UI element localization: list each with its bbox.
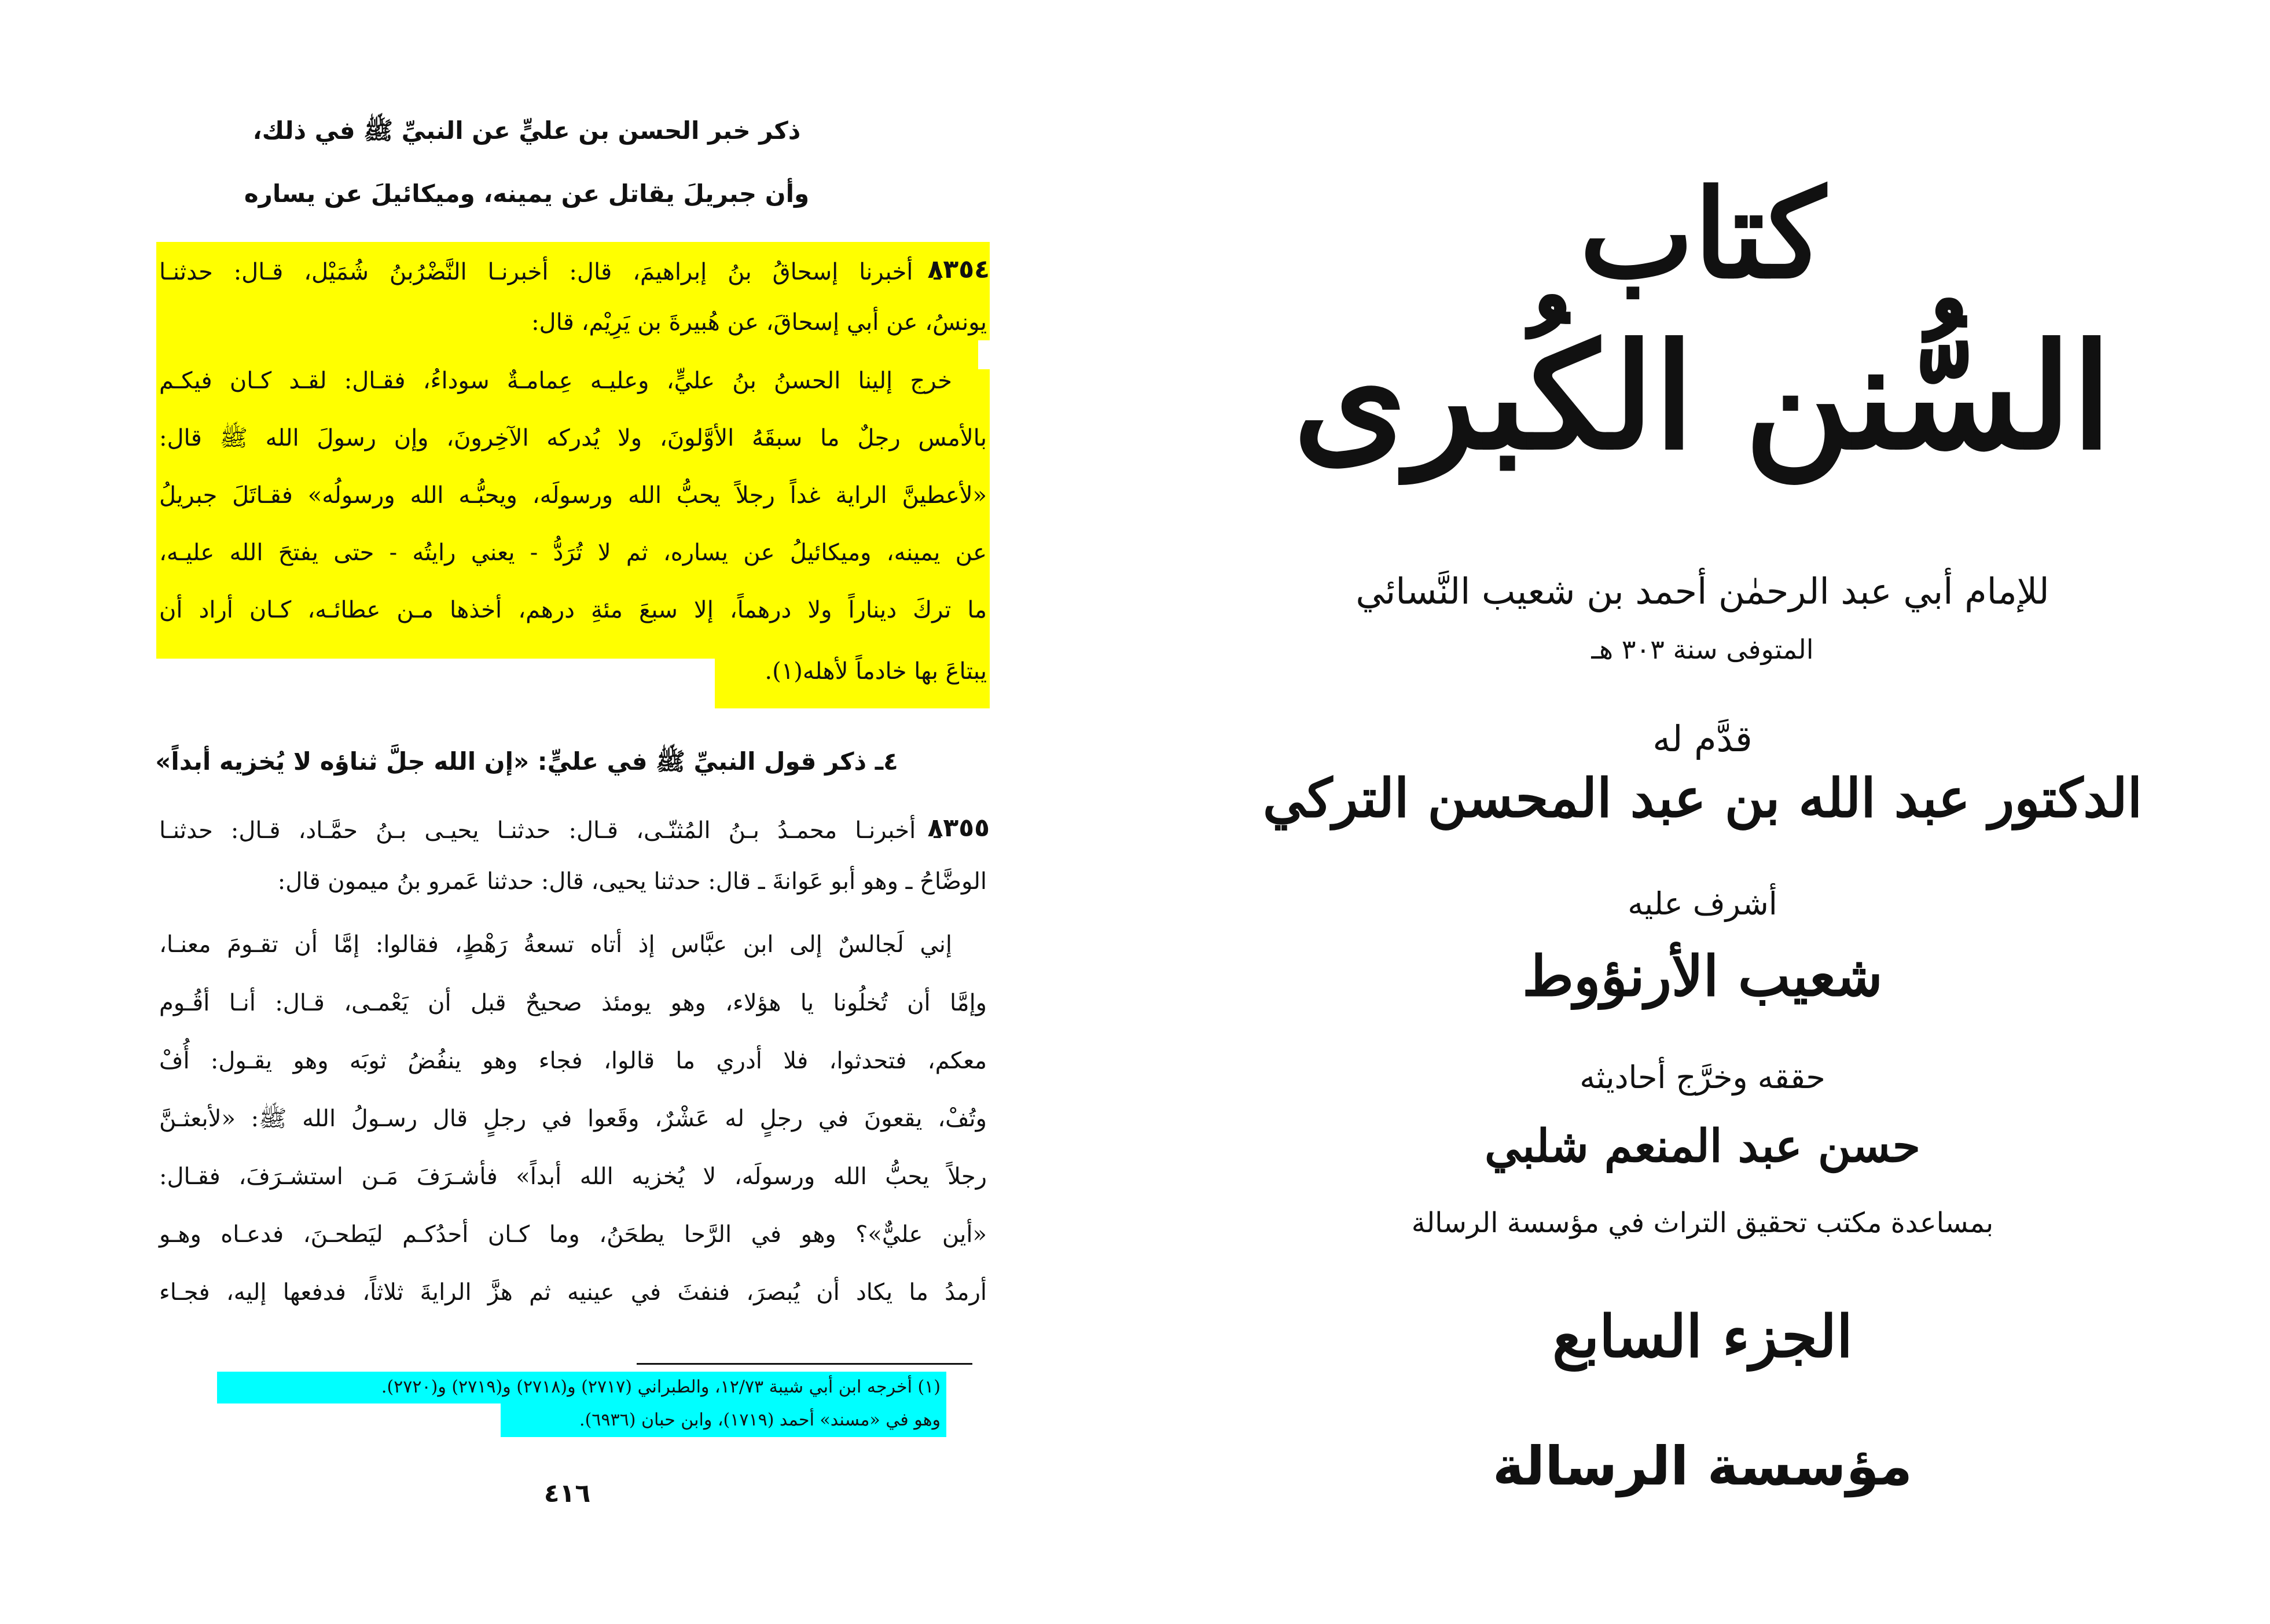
hadith-line: بالأمس رجلٌ ما سبقَهُ الأوَّلونَ، ولا يُدركه الآخِرونَ، وإن رسولَ الله ﷺ قال: [159, 425, 987, 451]
publisher-name: مؤسسة الرسالة [1492, 1435, 1913, 1497]
title-kitab: كتاب [1579, 163, 1826, 306]
book-title: السُّنن الكُبرى [1293, 311, 2112, 482]
hadith-line: يونسُ، عن أبي إسحاقَ، عن هُبيرةَ بن يَرِيْم، قال: [531, 309, 987, 336]
hadith-number: ٨٣٥٤ [927, 255, 990, 284]
footnote-divider [637, 1363, 972, 1365]
hadith-line: وتُفْ، يقعونَ في رجلٍ له عَشْرٌ، وقَعوا في رجلٍ قال رسـولُ الله ﷺ: «لأبعثـنَّ [159, 1105, 987, 1132]
hadith-line: «لأعطينَّ الراية غداً رجلاً يحبُّ الله ورسولَه، ويحبُّـه الله ورسولُه» فقـاتَلَ جبريلُ [159, 482, 987, 509]
hadith-line: وإمَّا أن تُخلُونا يا هؤلاء، وهو يومئذ صحيحٌ قبل أن يَعْمـى، قـال: أنـا أقُـوم [159, 990, 987, 1016]
volume-label: الجزء السابع [1552, 1302, 1853, 1371]
hadith-number: ٨٣٥٥ [927, 813, 990, 843]
death-date: المتوفى سنة ٣٠٣ هـ [1591, 634, 1814, 665]
hadith-line: الوضَّاحُ ـ وهو أبو عَوانةَ ـ قال: حدثنا يحيى، قال: حدثنا عَمرو بنُ ميمون قال: [277, 868, 987, 895]
hadith-line: إني لَجالسٌ إلى ابن عبَّاس إذ أتاه تسعةُ رَهْطٍ، فقالوا: إمَّا أن تقـومَ معنـا، [159, 931, 952, 958]
assistance-line: بمساعدة مكتب تحقيق التراث في مؤسسة الرسالة [1411, 1207, 1994, 1239]
section-heading-line1: ذكر خبر الحسن بن عليٍّ عن النبيِّ ﷺ في ذلك، [252, 116, 801, 145]
hadith-line: معكم، فتحدثوا، فلا أدري ما قالوا، فجاء وهو ينفُضُ ثوبَه وهو يقـول: أُفْ [159, 1048, 987, 1074]
supervised-by-label: أشرف عليه [1628, 886, 1777, 922]
hadith-line: ـ أخبرنا إسحاقُ بنُ إبراهيمَ، قال: أخبرنـا النَّضْرُبنُ شُمَيْل، قـال: حدثنـا [159, 259, 941, 285]
author-line: للإمام أبي عبد الرحمٰن أحمد بن شعيب النَّسائي [1356, 570, 2049, 612]
hadith-line: عن يمينه، وميكائيلُ عن يساره، ثم لا تُرَدُّ - يعني رايتُه - حتى يفتحَ الله عليـه، [159, 539, 987, 566]
hadith-line: يبتاعَ بها خادماً لأهله(١). [765, 658, 987, 685]
page-number: ٤١٦ [543, 1479, 591, 1508]
footnote-line: (١) أخرجه ابن أبي شيبة ١٢/٧٣، والطبراني (٢٧١٧) و(٢٧١٨) و(٢٧١٩) و(٢٧٢٠). [381, 1377, 941, 1397]
hadith-line: رجلاً يحبُّ الله ورسولَه، لا يُخزيه الله أبداً» فأشـرَفَ مَـن استشـرَفَ، فقـال: [159, 1163, 987, 1190]
supervisor-name: شعيب الأرنؤوط [1522, 943, 1883, 1009]
editor-name: حسن عبد المنعم شلبي [1485, 1120, 1920, 1173]
hadith-line: أرمدُ ما يكاد أن يُبصرَ، فنفثَ في عينيه ثم هزَّ الرايةَ ثلاثاً، فدفعها إليه، فجـاء [159, 1279, 987, 1306]
hadith-line: خرج إلينا الحسنُ بنُ عليٍّ، وعليـه عِمامـةٌ سوداءُ، فقـال: لقـد كـان فيكـم [159, 368, 952, 394]
hadith-line: ـ أخبرنـا محمـدُ بـنُ المُثنّـى، قـال: حدثنـا يحيـى بـنُ حمَّـاد، قـال: حدثنـا [159, 817, 941, 844]
introduced-by-label: قدَّم له [1652, 718, 1753, 760]
hadith-line: ما تركَ ديناراً ولا درهماً، إلا سبعَ مئةِ درهم، أخذها مـن عطائـه، كـان أراد أن [159, 597, 987, 623]
edited-by-label: حققه وخرَّج أحاديثه [1580, 1059, 1825, 1096]
section-heading-line2: وأن جبريلَ يقاتل عن يمينه، وميكائيلَ عن يساره [244, 179, 810, 208]
section-heading-4: ٤ـ ذكر قول النبيِّ ﷺ في عليٍّ: «إن الله جلَّ ثناؤه لا يُخزيه أبداً» [155, 747, 898, 776]
title-page [1135, 0, 2270, 1624]
footnote-line: وهو في «مسند» أحمد (١٧١٩)، وابن حبان (٦٩٣٦). [579, 1410, 941, 1430]
introducer-name: الدكتور عبد الله بن عبد المحسن التركي [1262, 767, 2143, 829]
hadith-line: «أين عليٌّ»؟ وهو في الرَّحا يطحَنُ، وما كـان أحدُكـم ليَطحـنَ، فدعـاه وهـو [159, 1221, 987, 1248]
